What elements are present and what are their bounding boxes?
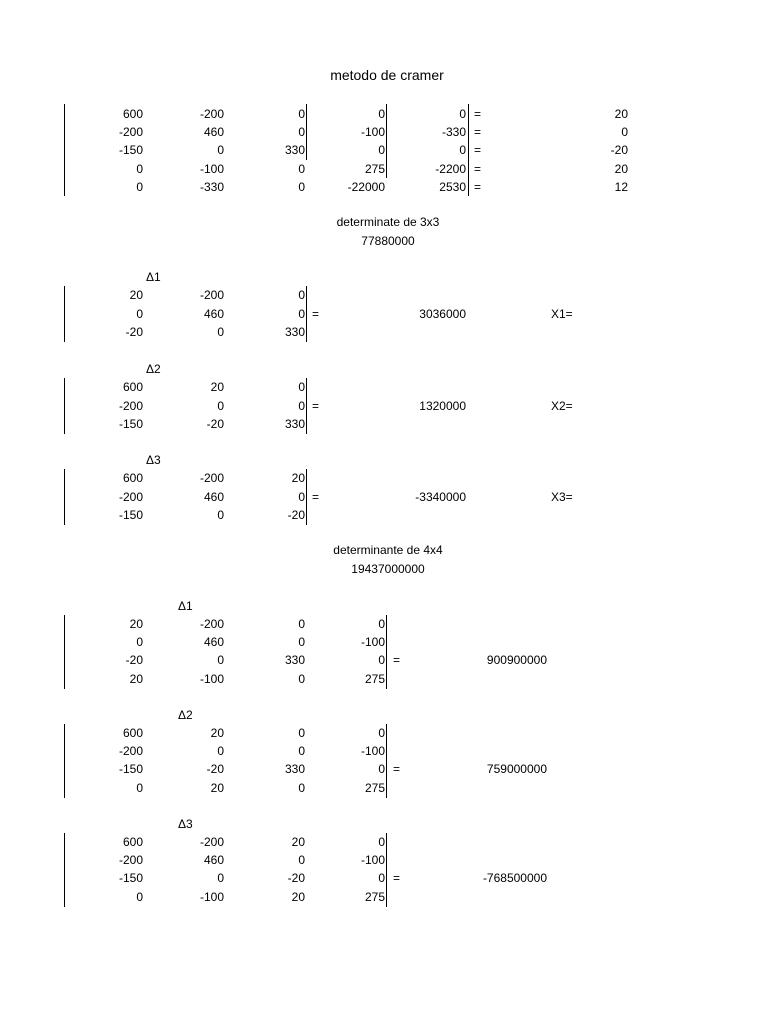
matrix-cell: -20 xyxy=(206,762,224,777)
matrix-cell: 0 xyxy=(298,306,305,321)
equals-sign: = xyxy=(393,653,401,668)
matrix-cell: 20 xyxy=(210,780,224,795)
determinant-bar-right xyxy=(306,286,307,342)
system-cell: 0 xyxy=(136,161,143,176)
matrix-cell: -20 xyxy=(125,325,143,339)
matrix-cell: -150 xyxy=(118,871,143,886)
matrix-cell: 0 xyxy=(298,744,305,759)
matrix-cell: 460 xyxy=(203,635,224,650)
matrix-cell: 20 xyxy=(210,726,224,740)
system-rhs: -20 xyxy=(610,143,628,158)
delta-label: Δ1 xyxy=(178,599,193,613)
det3-heading: determinate de 3x3 xyxy=(336,215,440,229)
matrix-cell: 20 xyxy=(129,671,143,686)
system-rhs: 0 xyxy=(621,125,628,140)
matrix-cell: 0 xyxy=(136,889,143,904)
delta-result: -768500000 xyxy=(482,871,547,886)
determinant-bar-right xyxy=(386,615,387,689)
matrix-cell: 0 xyxy=(298,671,305,686)
determinant-bar-right xyxy=(386,833,387,907)
determinant-bar-left xyxy=(64,615,65,689)
matrix-cell: 0 xyxy=(298,489,305,504)
determinant-bar xyxy=(306,104,307,160)
matrix-cell: 20 xyxy=(210,380,224,394)
matrix-cell: 0 xyxy=(298,398,305,413)
system-cell: 0 xyxy=(459,143,466,158)
matrix-cell: 0 xyxy=(378,835,385,849)
system-cell: -330 xyxy=(441,125,466,140)
delta-result: 3036000 xyxy=(419,306,466,321)
matrix-cell: 0 xyxy=(298,635,305,650)
matrix-cell: 0 xyxy=(378,653,385,668)
matrix-cell: 275 xyxy=(364,889,385,904)
system-cell: -100 xyxy=(199,161,224,176)
matrix-cell: -20 xyxy=(125,653,143,668)
det3-value: 77880000 xyxy=(361,234,415,248)
det4-value: 19437000000 xyxy=(351,562,425,576)
matrix-cell: 0 xyxy=(378,871,385,886)
matrix-cell: -20 xyxy=(287,508,305,522)
system-cell: 275 xyxy=(364,161,385,176)
determinant-bar-right xyxy=(306,378,307,434)
system-cell: 0 xyxy=(136,179,143,194)
matrix-cell: 0 xyxy=(217,325,224,339)
matrix-cell: 330 xyxy=(284,762,305,777)
delta-result: 900900000 xyxy=(486,653,547,668)
system-rhs: 20 xyxy=(614,161,628,176)
matrix-cell: 0 xyxy=(136,780,143,795)
delta-label: Δ3 xyxy=(146,453,161,467)
delta-label: Δ1 xyxy=(146,270,161,284)
system-cell: 0 xyxy=(298,125,305,140)
matrix-cell: 600 xyxy=(122,835,143,849)
system-cell: -22000 xyxy=(347,179,385,194)
matrix-cell: 20 xyxy=(129,288,143,302)
equals-sign: = xyxy=(393,871,401,886)
delta-label: Δ3 xyxy=(178,817,193,831)
matrix-cell: 20 xyxy=(129,617,143,631)
matrix-cell: 0 xyxy=(217,744,224,759)
delta-result: -3340000 xyxy=(415,489,466,504)
system-cell: 0 xyxy=(217,143,224,158)
matrix-cell: -100 xyxy=(199,889,224,904)
matrix-cell: -200 xyxy=(199,835,224,849)
system-cell: 330 xyxy=(284,143,305,158)
system-cell: 0 xyxy=(378,107,385,121)
system-rhs: 12 xyxy=(614,179,628,194)
system-cell: 0 xyxy=(298,179,305,194)
matrix-cell: -200 xyxy=(118,744,143,759)
system-cell: -200 xyxy=(199,107,224,121)
matrix-cell: 0 xyxy=(298,288,305,302)
matrix-cell: 460 xyxy=(203,306,224,321)
matrix-cell: -200 xyxy=(199,617,224,631)
equals-sign: = xyxy=(474,179,482,194)
matrix-cell: -200 xyxy=(118,398,143,413)
equals-sign: = xyxy=(312,398,320,413)
matrix-cell: 0 xyxy=(217,398,224,413)
matrix-cell: 600 xyxy=(122,380,143,394)
variable-label: X1= xyxy=(551,306,573,321)
delta-result: 759000000 xyxy=(486,762,547,777)
equals-sign: = xyxy=(393,762,401,777)
matrix-cell: 0 xyxy=(298,780,305,795)
matrix-cell: -200 xyxy=(118,489,143,504)
system-cell: -2200 xyxy=(435,161,466,176)
matrix-cell: 275 xyxy=(364,780,385,795)
delta-label: Δ2 xyxy=(178,708,193,722)
system-rhs: 20 xyxy=(614,107,628,121)
matrix-cell: -150 xyxy=(118,762,143,777)
equals-sign: = xyxy=(312,306,320,321)
equals-sign: = xyxy=(312,489,320,504)
determinant-bar-left xyxy=(64,469,65,525)
system-cell: 0 xyxy=(378,143,385,158)
matrix-cell: 330 xyxy=(284,653,305,668)
matrix-cell: -200 xyxy=(199,288,224,302)
matrix-cell: 460 xyxy=(203,853,224,868)
equals-sign: = xyxy=(474,125,482,140)
matrix-cell: 0 xyxy=(298,380,305,394)
det4-heading: determinante de 4x4 xyxy=(333,543,443,557)
determinant-bar xyxy=(468,104,469,196)
determinant-bar-right xyxy=(386,724,387,798)
matrix-cell: 275 xyxy=(364,671,385,686)
matrix-cell: 20 xyxy=(291,835,305,849)
determinant-bar-left xyxy=(64,104,65,196)
system-cell: 0 xyxy=(298,161,305,176)
system-cell: -200 xyxy=(118,125,143,140)
matrix-cell: 0 xyxy=(378,726,385,740)
matrix-cell: -20 xyxy=(206,417,224,431)
matrix-cell: -150 xyxy=(118,417,143,431)
determinant-bar-left xyxy=(64,378,65,434)
matrix-cell: 0 xyxy=(298,726,305,740)
delta-label: Δ2 xyxy=(146,362,161,376)
equals-sign: = xyxy=(474,161,482,176)
matrix-cell: -200 xyxy=(118,853,143,868)
matrix-cell: 20 xyxy=(291,471,305,485)
matrix-cell: 0 xyxy=(378,617,385,631)
system-cell: -150 xyxy=(118,143,143,158)
matrix-cell: -20 xyxy=(287,871,305,886)
matrix-cell: 0 xyxy=(217,508,224,522)
equals-sign: = xyxy=(474,143,482,158)
determinant-bar-left xyxy=(64,833,65,907)
variable-label: X3= xyxy=(551,489,573,504)
matrix-cell: -200 xyxy=(199,471,224,485)
matrix-cell: 330 xyxy=(284,417,305,431)
matrix-cell: -100 xyxy=(360,744,385,759)
matrix-cell: 0 xyxy=(217,871,224,886)
system-cell: -100 xyxy=(360,125,385,140)
matrix-cell: -100 xyxy=(360,853,385,868)
system-cell: 0 xyxy=(298,107,305,121)
matrix-cell: -150 xyxy=(118,508,143,522)
page-title: metodo de cramer xyxy=(330,67,444,83)
determinant-bar xyxy=(386,104,387,178)
system-cell: -330 xyxy=(199,179,224,194)
determinant-bar-right xyxy=(306,469,307,525)
variable-label: X2= xyxy=(551,398,573,413)
matrix-cell: 0 xyxy=(378,762,385,777)
matrix-cell: 0 xyxy=(298,617,305,631)
matrix-cell: 330 xyxy=(284,325,305,339)
matrix-cell: 460 xyxy=(203,489,224,504)
matrix-cell: -100 xyxy=(199,671,224,686)
system-cell: 600 xyxy=(122,107,143,121)
matrix-cell: 0 xyxy=(136,306,143,321)
system-cell: 0 xyxy=(459,107,466,121)
matrix-cell: 0 xyxy=(136,635,143,650)
determinant-bar-left xyxy=(64,724,65,798)
matrix-cell: 600 xyxy=(122,471,143,485)
determinant-bar-left xyxy=(64,286,65,342)
matrix-cell: 0 xyxy=(298,853,305,868)
matrix-cell: 600 xyxy=(122,726,143,740)
matrix-cell: -100 xyxy=(360,635,385,650)
system-cell: 460 xyxy=(203,125,224,140)
matrix-cell: 20 xyxy=(291,889,305,904)
system-cell: 2530 xyxy=(439,179,466,194)
delta-result: 1320000 xyxy=(419,398,466,413)
equals-sign: = xyxy=(474,107,482,121)
matrix-cell: 0 xyxy=(217,653,224,668)
